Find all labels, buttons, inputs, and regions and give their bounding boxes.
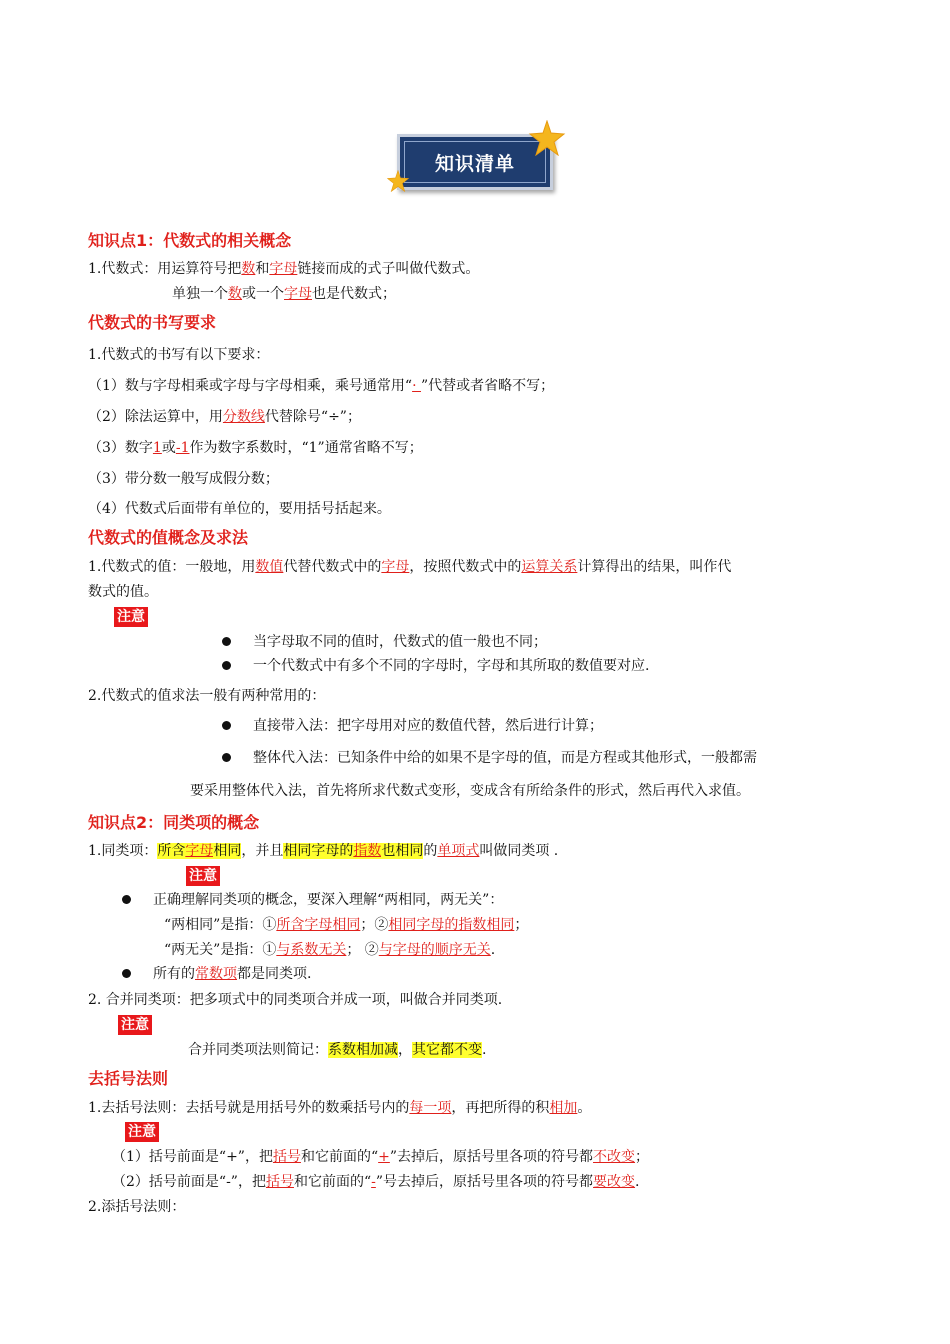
bullet-icon [222, 637, 231, 646]
bullet-icon [222, 721, 231, 730]
note-badge: 注意 [118, 1015, 152, 1035]
value-definition-cont: 数式的值。 [88, 584, 158, 600]
bullet-icon [222, 661, 231, 670]
bullet-icon [122, 969, 131, 978]
definition-line-2: 单独一个数或一个字母也是代数式； [172, 286, 396, 302]
rule-item-4: （3）带分数一般写成假分数； [88, 471, 279, 487]
bullet-item: 一个代数式中有多个不同的字母时，字母和其所取的数值要对应. [222, 656, 649, 676]
note-badge: 注意 [114, 607, 148, 627]
section-heading-writing-rules: 代数式的书写要求 [88, 313, 217, 332]
section-heading-like-terms: 知识点2：同类项的概念 [88, 813, 260, 832]
like-terms-definition: 1.同类项：所含字母相同，并且相同字母的指数也相同的单项式叫做同类项 . [88, 843, 559, 859]
parentheses-item-1: （1）括号前面是“+”，把括号和它前面的“+”去掉后，原括号里各项的符号都不改变； [112, 1149, 650, 1165]
bullet-item: 所有的常数项都是同类项. [122, 964, 311, 984]
rule-item-5: （4）代数式后面带有单位的，要用括号括起来。 [88, 501, 391, 517]
two-same-line: “两相同”是指：①所含字母相同；②相同字母的指数相同； [164, 917, 529, 933]
section-heading-algebraic-expression: 知识点1：代数式的相关概念 [88, 231, 292, 250]
bullet-item: 直接带入法：把字母用对应的数值代替，然后进行计算； [222, 716, 603, 736]
banner-title: 知识清单 [434, 152, 515, 175]
definition-line: 1.代数式：用运算符号把数和字母链接而成的式子叫做代数式。 [88, 261, 480, 277]
banner-frame [404, 141, 546, 183]
note-badge: 注意 [186, 866, 220, 886]
bullet-item: 整体代入法：已知条件中给的如果不是字母的值，而是方程或其他形式，一般都需 [222, 748, 757, 768]
value-definition: 1.代数式的值：一般地，用数值代替代数式中的字母，按照代数式中的运算关系计算得出的结果，叫作代 [88, 559, 732, 575]
method-intro: 2.代数式的值求法一般有两种常用的： [88, 688, 326, 704]
star-icon-small [386, 170, 410, 192]
bullet-icon [222, 753, 231, 762]
star-icon-large [528, 120, 566, 156]
section-heading-expression-value: 代数式的值概念及求法 [88, 528, 249, 547]
add-parentheses-rule: 2.添括号法则： [88, 1199, 186, 1215]
merge-rule: 合并同类项法则简记：系数相加减，其它都不变. [188, 1042, 487, 1058]
parentheses-item-2: （2）括号前面是“-”，把括号和它前面的“-”号去掉后，原括号里各项的符号都要改变. [112, 1174, 640, 1190]
remove-parentheses-rule: 1.去括号法则：去括号就是用括号外的数乘括号内的每一项，再把所得的积相加。 [88, 1100, 592, 1116]
rules-intro: 1.代数式的书写有以下要求： [88, 347, 270, 363]
two-unrelated-line: “两无关”是指：①与系数无关； ②与字母的顺序无关. [164, 942, 496, 958]
bullet-item: 正确理解同类项的概念，要深入理解“两相同，两无关”： [122, 890, 503, 910]
bullet-item: 当字母取不同的值时，代数式的值一般也不同； [222, 632, 547, 652]
rule-item-1: （1）数与字母相乘或字母与字母相乘，乘号通常用“· ”代替或者省略不写； [88, 378, 555, 394]
note-badge: 注意 [125, 1122, 159, 1142]
merge-like-terms: 2. 合并同类项：把多项式中的同类项合并成一项，叫做合并同类项. [88, 992, 503, 1008]
section-heading-remove-parentheses: 去括号法则 [88, 1069, 169, 1088]
rule-item-3: （3）数字1或-1作为数字系数时，“1”通常省略不写； [88, 440, 423, 456]
bullet-icon [122, 895, 131, 904]
method-cont: 要采用整体代入法，首先将所求代数式变形，变成含有所给条件的形式，然后再代入求值。 [190, 783, 750, 799]
rule-item-2: （2）除法运算中，用分数线代替除号“÷”； [88, 409, 361, 425]
